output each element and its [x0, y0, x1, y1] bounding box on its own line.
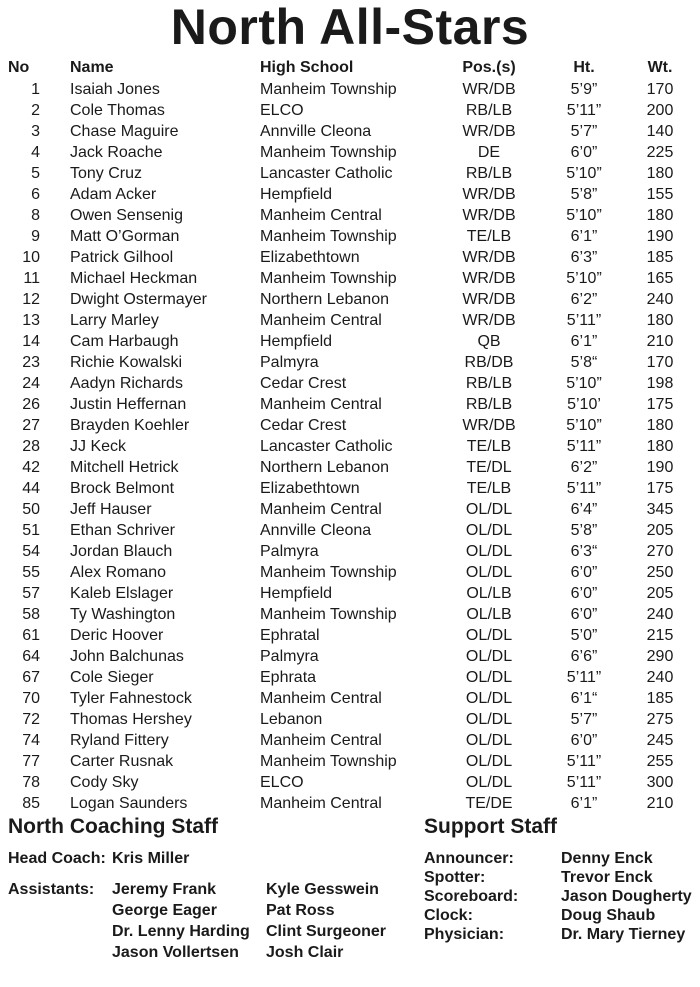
player-name: Justin Heffernan	[70, 395, 187, 413]
table-row	[0, 562, 700, 583]
player-height: 5’11”	[566, 479, 602, 497]
player-name: Adam Acker	[70, 185, 157, 203]
player-height: 6’0”	[570, 143, 598, 161]
table-row	[0, 184, 700, 205]
roster-body	[0, 79, 700, 814]
player-name: Mitchell Hetrick	[70, 458, 179, 476]
player-high-school: Northern Lebanon	[260, 458, 389, 476]
player-name: Kaleb Elslager	[70, 584, 174, 602]
player-height: 5’11”	[566, 773, 602, 791]
player-name: Jeff Hauser	[70, 500, 152, 518]
player-height: 6’3”	[570, 248, 598, 266]
table-row	[0, 163, 700, 184]
player-height: 5’8”	[570, 185, 598, 203]
player-name: Alex Romano	[70, 563, 167, 581]
player-height: 6’1”	[570, 332, 598, 350]
player-number: 9	[31, 227, 40, 245]
player-weight: 240	[646, 668, 674, 686]
assistant-coach: Kyle Gesswein	[266, 881, 379, 898]
player-name: Ty Washington	[70, 605, 176, 623]
table-row	[0, 268, 700, 289]
player-weight: 180	[646, 206, 674, 224]
player-position: OL/DL	[465, 647, 513, 665]
table-row	[0, 772, 700, 793]
table-row	[0, 646, 700, 667]
player-weight: 290	[646, 647, 674, 665]
player-weight: 175	[646, 395, 674, 413]
player-high-school: Cedar Crest	[260, 416, 347, 434]
table-row	[0, 688, 700, 709]
table-row	[0, 415, 700, 436]
player-high-school: Lancaster Catholic	[260, 164, 393, 182]
player-name: Aadyn Richards	[70, 374, 183, 392]
player-name: John Balchunas	[70, 647, 184, 665]
player-height: 5’0”	[570, 626, 598, 644]
table-row	[0, 436, 700, 457]
column-header-no: No	[8, 59, 30, 76]
player-high-school: Manheim Central	[260, 500, 382, 518]
table-row	[0, 730, 700, 751]
player-position: OL/DL	[465, 500, 513, 518]
player-number: 42	[22, 458, 40, 476]
player-high-school: Manheim Township	[260, 605, 397, 623]
player-high-school: Hempfield	[260, 332, 333, 350]
support-role-name: Trevor Enck	[561, 869, 653, 886]
table-row	[0, 310, 700, 331]
player-high-school: Manheim Central	[260, 206, 382, 224]
player-high-school: Manheim Central	[260, 311, 382, 329]
player-weight: 140	[646, 122, 674, 140]
player-position: OL/DL	[465, 731, 513, 749]
support-role-label: Physician:	[424, 926, 505, 943]
player-number: 58	[22, 605, 40, 623]
table-row	[0, 247, 700, 268]
player-weight: 170	[646, 80, 674, 98]
player-position: RB/LB	[465, 164, 513, 182]
player-number: 51	[22, 521, 40, 539]
player-number: 70	[22, 689, 40, 707]
player-position: OL/LB	[466, 584, 512, 602]
support-role-name: Doug Shaub	[561, 907, 656, 924]
player-name: Cam Harbaugh	[70, 332, 179, 350]
player-height: 6’2”	[570, 458, 598, 476]
player-weight: 165	[646, 269, 674, 287]
player-position: WR/DB	[462, 185, 516, 203]
player-position: TE/DL	[466, 458, 512, 476]
player-number: 85	[22, 794, 40, 812]
table-row	[0, 142, 700, 163]
player-position: RB/LB	[465, 374, 513, 392]
table-row	[0, 520, 700, 541]
player-high-school: Northern Lebanon	[260, 290, 389, 308]
player-weight: 200	[646, 101, 674, 119]
player-height: 5’7”	[570, 710, 598, 728]
assistant-coach: Jason Vollertsen	[112, 944, 239, 961]
player-position: OL/DL	[465, 626, 513, 644]
table-row	[0, 625, 700, 646]
support-role-label: Clock:	[424, 907, 473, 924]
player-high-school: Palmyra	[260, 542, 319, 560]
table-row	[0, 394, 700, 415]
player-height: 5’11”	[566, 437, 602, 455]
player-high-school: Cedar Crest	[260, 374, 347, 392]
assistant-coach: Clint Surgeoner	[266, 923, 387, 940]
table-row	[0, 793, 700, 814]
player-name: Matt O’Gorman	[70, 227, 180, 245]
player-height: 5’11”	[566, 668, 602, 686]
player-position: OL/LB	[466, 605, 512, 623]
table-row	[0, 121, 700, 142]
roster-header-row	[0, 57, 700, 79]
player-high-school: Manheim Central	[260, 689, 382, 707]
player-position: WR/DB	[462, 311, 516, 329]
head-coach-label: Head Coach:	[8, 850, 106, 867]
player-number: 11	[23, 269, 40, 287]
player-name: Jordan Blauch	[70, 542, 173, 560]
player-height: 6’0”	[570, 563, 598, 581]
player-number: 14	[22, 332, 40, 350]
player-height: 6’4”	[570, 500, 598, 518]
table-row	[0, 289, 700, 310]
table-row	[0, 709, 700, 730]
head-coach-name: Kris Miller	[112, 850, 190, 867]
player-position: DE	[477, 143, 501, 161]
player-high-school: Manheim Central	[260, 794, 382, 812]
player-position: OL/DL	[465, 752, 513, 770]
player-name: Tyler Fahnestock	[70, 689, 192, 707]
table-row	[0, 100, 700, 121]
player-height: 5’11”	[566, 101, 602, 119]
player-high-school: Manheim Township	[260, 143, 397, 161]
table-row	[0, 352, 700, 373]
player-name: Dwight Ostermayer	[70, 290, 207, 308]
player-high-school: Manheim Township	[260, 563, 397, 581]
player-number: 77	[22, 752, 40, 770]
player-name: Brock Belmont	[70, 479, 175, 497]
player-high-school: Manheim Township	[260, 227, 397, 245]
player-height: 5’9”	[570, 80, 598, 98]
player-number: 1	[31, 80, 40, 98]
table-row	[0, 331, 700, 352]
player-high-school: Hempfield	[260, 584, 333, 602]
player-weight: 180	[646, 416, 674, 434]
player-name: Ethan Schriver	[70, 521, 175, 539]
coaching-staff-heading: North Coaching Staff	[8, 815, 218, 838]
player-weight: 270	[646, 542, 674, 560]
table-row	[0, 583, 700, 604]
column-header-height: Ht.	[573, 59, 595, 76]
table-row	[0, 205, 700, 226]
assistant-coach: Jeremy Frank	[112, 881, 217, 898]
player-position: QB	[477, 332, 501, 350]
player-height: 5’10”	[566, 269, 602, 287]
player-position: OL/DL	[465, 668, 513, 686]
player-high-school: Manheim Central	[260, 731, 382, 749]
player-high-school: ELCO	[260, 101, 304, 119]
assistant-coach: Pat Ross	[266, 902, 335, 919]
player-high-school: Lebanon	[260, 710, 323, 728]
table-row	[0, 226, 700, 247]
player-high-school: Manheim Central	[260, 395, 382, 413]
table-row	[0, 751, 700, 772]
player-number: 50	[22, 500, 40, 518]
player-weight: 225	[646, 143, 674, 161]
player-high-school: ELCO	[260, 773, 304, 791]
table-row	[0, 541, 700, 562]
player-number: 4	[31, 143, 40, 161]
player-position: TE/LB	[466, 437, 512, 455]
player-weight: 245	[646, 731, 674, 749]
player-number: 12	[22, 290, 40, 308]
player-position: OL/DL	[465, 710, 513, 728]
player-height: 6’0”	[570, 605, 598, 623]
player-number: 28	[22, 437, 40, 455]
player-position: WR/DB	[462, 248, 516, 266]
player-position: TE/DE	[465, 794, 513, 812]
player-name: Richie Kowalski	[70, 353, 183, 371]
player-weight: 190	[646, 458, 674, 476]
player-number: 55	[22, 563, 40, 581]
player-number: 57	[22, 584, 40, 602]
player-weight: 210	[646, 332, 674, 350]
player-name: Tony Cruz	[70, 164, 143, 182]
player-height: 6’3“	[570, 542, 598, 560]
table-row	[0, 604, 700, 625]
player-name: Deric Hoover	[70, 626, 164, 644]
player-height: 6’0”	[570, 584, 598, 602]
player-high-school: Manheim Township	[260, 80, 397, 98]
player-weight: 250	[646, 563, 674, 581]
table-row	[0, 373, 700, 394]
player-name: Cole Thomas	[70, 101, 165, 119]
player-weight: 255	[646, 752, 674, 770]
player-number: 3	[31, 122, 40, 140]
player-height: 6’1“	[570, 689, 598, 707]
player-weight: 240	[646, 605, 674, 623]
player-name: Patrick Gilhool	[70, 248, 174, 266]
player-height: 5’10”	[566, 416, 602, 434]
player-name: Thomas Hershey	[70, 710, 192, 728]
player-weight: 175	[646, 479, 674, 497]
player-position: RB/LB	[465, 395, 513, 413]
player-height: 5’10’	[567, 395, 601, 413]
player-height: 5’8”	[570, 521, 598, 539]
player-weight: 180	[646, 437, 674, 455]
assistant-coach: Josh Clair	[266, 944, 344, 961]
player-name: Jack Roache	[70, 143, 163, 161]
player-weight: 185	[646, 689, 674, 707]
player-high-school: Ephrata	[260, 668, 317, 686]
assistant-coach: Dr. Lenny Harding	[112, 923, 250, 940]
player-weight: 198	[646, 374, 674, 392]
support-staff-heading: Support Staff	[424, 815, 557, 838]
assistant-coach: George Eager	[112, 902, 217, 919]
support-role-label: Scoreboard:	[424, 888, 519, 905]
table-row	[0, 667, 700, 688]
player-name: Isaiah Jones	[70, 80, 160, 98]
player-position: WR/DB	[462, 80, 516, 98]
support-role-name: Jason Dougherty	[561, 888, 692, 905]
player-height: 6’1”	[570, 227, 598, 245]
player-weight: 190	[646, 227, 674, 245]
player-height: 5’11”	[566, 752, 602, 770]
player-name: Logan Saunders	[70, 794, 188, 812]
player-position: TE/LB	[466, 479, 512, 497]
player-number: 8	[31, 206, 40, 224]
player-name: Michael Heckman	[70, 269, 198, 287]
player-number: 67	[22, 668, 40, 686]
support-role-label: Spotter:	[424, 869, 486, 886]
player-weight: 210	[646, 794, 674, 812]
player-position: WR/DB	[462, 416, 516, 434]
player-position: OL/DL	[465, 521, 513, 539]
page-title: North All-Stars	[170, 0, 530, 55]
player-number: 27	[22, 416, 40, 434]
player-high-school: Annville Cleona	[260, 521, 372, 539]
player-height: 5’8“	[570, 353, 598, 371]
player-high-school: Palmyra	[260, 353, 319, 371]
player-high-school: Manheim Township	[260, 269, 397, 287]
player-weight: 170	[646, 353, 674, 371]
player-high-school: Manheim Township	[260, 752, 397, 770]
player-number: 26	[22, 395, 40, 413]
player-weight: 345	[646, 500, 674, 518]
player-position: WR/DB	[462, 122, 516, 140]
player-weight: 215	[646, 626, 674, 644]
player-weight: 240	[646, 290, 674, 308]
player-number: 74	[22, 731, 40, 749]
player-number: 54	[22, 542, 40, 560]
player-weight: 300	[646, 773, 674, 791]
support-role-name: Denny Enck	[561, 850, 653, 867]
player-height: 6’0”	[570, 731, 598, 749]
player-name: JJ Keck	[70, 437, 127, 455]
player-name: Carter Rusnak	[70, 752, 174, 770]
column-header-weight: Wt.	[647, 59, 673, 76]
column-header-high-school: High School	[260, 59, 354, 76]
player-height: 5’11”	[566, 311, 602, 329]
player-name: Brayden Koehler	[70, 416, 190, 434]
player-name: Owen Sensenig	[70, 206, 183, 224]
player-number: 13	[22, 311, 40, 329]
player-weight: 180	[646, 164, 674, 182]
player-position: WR/DB	[462, 269, 516, 287]
player-high-school: Elizabethtown	[260, 479, 360, 497]
player-number: 5	[31, 164, 40, 182]
player-position: TE/LB	[466, 227, 512, 245]
player-position: RB/DB	[464, 353, 514, 371]
player-name: Cody Sky	[70, 773, 139, 791]
player-position: WR/DB	[462, 290, 516, 308]
player-high-school: Elizabethtown	[260, 248, 360, 266]
table-row	[0, 457, 700, 478]
support-role-label: Announcer:	[424, 850, 514, 867]
player-number: 6	[31, 185, 40, 203]
player-height: 6’1”	[570, 794, 598, 812]
table-row	[0, 79, 700, 100]
player-height: 5’10”	[566, 164, 602, 182]
player-high-school: Lancaster Catholic	[260, 437, 393, 455]
player-number: 78	[22, 773, 40, 791]
player-number: 10	[22, 248, 40, 266]
player-name: Larry Marley	[70, 311, 159, 329]
player-height: 5’7”	[570, 122, 598, 140]
player-position: OL/DL	[465, 563, 513, 581]
player-high-school: Ephratal	[260, 626, 320, 644]
player-number: 2	[31, 101, 40, 119]
player-height: 6’6”	[570, 647, 598, 665]
player-position: OL/DL	[465, 773, 513, 791]
column-header-name: Name	[70, 59, 114, 76]
player-height: 6’2”	[570, 290, 598, 308]
player-weight: 185	[646, 248, 674, 266]
player-position: OL/DL	[465, 689, 513, 707]
table-row	[0, 478, 700, 499]
player-height: 5’10”	[566, 206, 602, 224]
player-weight: 275	[646, 710, 674, 728]
player-weight: 205	[646, 521, 674, 539]
player-weight: 205	[646, 584, 674, 602]
player-number: 72	[22, 710, 40, 728]
player-number: 44	[22, 479, 40, 497]
player-weight: 155	[646, 185, 674, 203]
player-name: Cole Sieger	[70, 668, 154, 686]
player-number: 64	[22, 647, 40, 665]
assistants-label: Assistants:	[8, 881, 95, 898]
player-name: Chase Maguire	[70, 122, 179, 140]
player-name: Ryland Fittery	[70, 731, 169, 749]
player-high-school: Annville Cleona	[260, 122, 372, 140]
player-high-school: Palmyra	[260, 647, 319, 665]
player-height: 5’10”	[566, 374, 602, 392]
player-number: 61	[22, 626, 40, 644]
player-weight: 180	[646, 311, 674, 329]
column-header-position: Pos.(s)	[462, 59, 516, 76]
table-row	[0, 499, 700, 520]
player-position: WR/DB	[462, 206, 516, 224]
roster-table	[0, 57, 700, 814]
player-position: RB/LB	[465, 101, 513, 119]
player-number: 24	[22, 374, 40, 392]
support-role-name: Dr. Mary Tierney	[561, 926, 686, 943]
player-high-school: Hempfield	[260, 185, 333, 203]
player-number: 23	[22, 353, 40, 371]
player-position: OL/DL	[465, 542, 513, 560]
